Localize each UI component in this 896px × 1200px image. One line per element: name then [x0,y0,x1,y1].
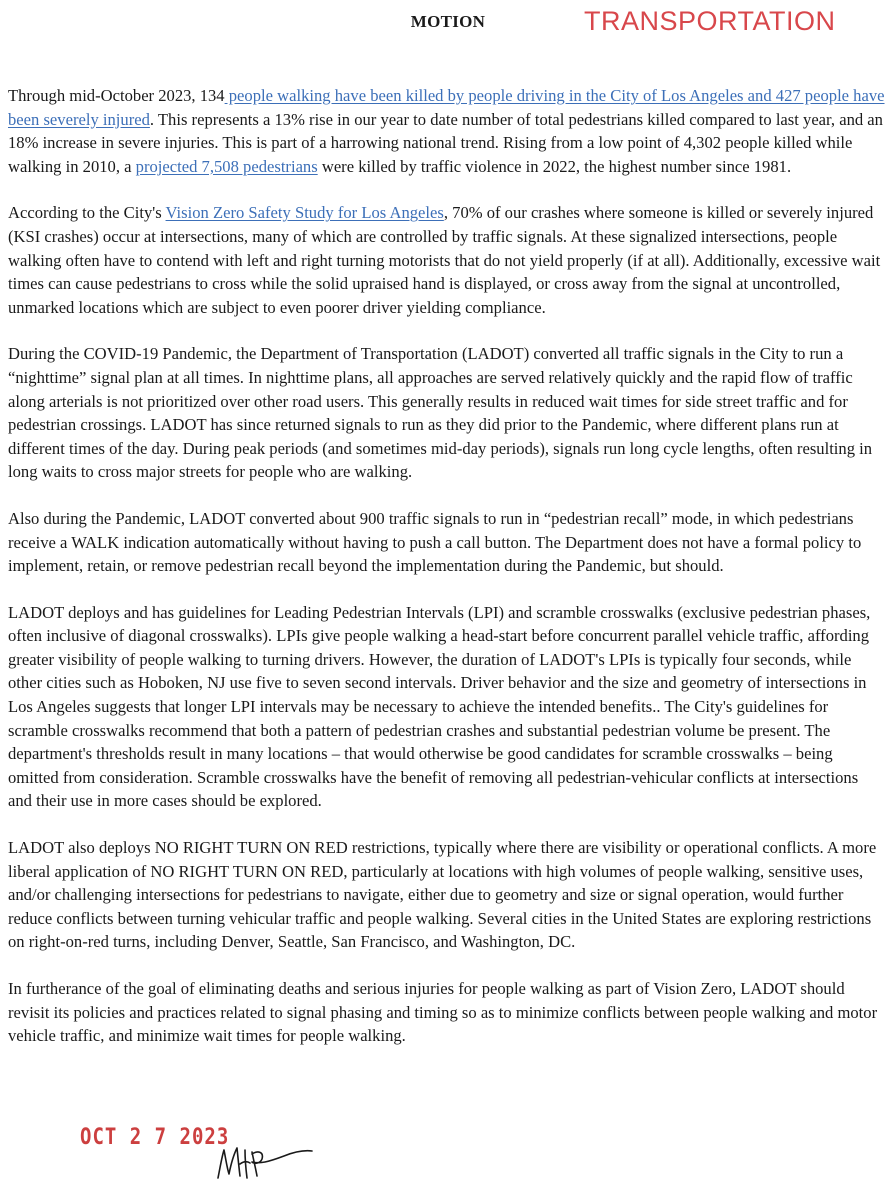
paragraph-5: LADOT deploys and has guidelines for Leading Pedestrian Intervals (LPI) and scramble crosswalks (exclusive pedestrian phases, often inclusive of diagonal crosswalks). LPIs give people walking a head-start before concurrent parallel vehicle traffic, affording greater visibility of people walking to turning drivers. However, the duration of LADOT's LPIs is typically four seconds, while other cities such as Hoboken, NJ use five to seven second intervals. Driver behavior and the size and geometry of intersections in Los Angeles suggests that longer LPI intervals may be necessary to achieve the intended benefits.. The City's guidelines for scramble crosswalks recommend that both a pattern of pedestrian crashes and substantial pedestrian volume be present. The department's thresholds result in many locations – that would otherwise be good candidates for scramble crosswalks – being omitted from consideration. Scramble crosswalks have the benefit of removing all pedestrian-vehicular conflicts at intersections and their use in more cases should be explored. [8,602,871,811]
handwritten-signature [214,1134,314,1184]
link-pedestrian-deaths[interactable]: people walking have been killed by people driving in the City of Los Angeles and 427 people have been severely injured [8,86,885,129]
transportation-stamp: TRANSPORTATION [584,6,836,36]
link-projected-pedestrians[interactable]: projected 7,508 pedestrians [135,156,318,176]
paragraph-1-text-c: were killed by traffic violence in 2022, the highest number since 1981. [317,156,792,176]
paragraph-2-text-a: According to the City's [8,203,166,223]
paragraph-1-text-b: . This represents a 13% rise in our year to date number of total pedestrians killed compared to last year, and an 18% increase in severe injuries. This is part of a harrowing national trend. Rising from a low point of 4,302 people killed while walking in 2010, a [8,109,883,176]
paragraph-3: During the COVID-19 Pandemic, the Department of Transportation (LADOT) converted all traffic signals in the City to run a “nighttime” signal plan at all times. In nighttime plans, all approaches are served relatively quickly and the rapid flow of traffic along arterials is not prioritized over other road users. This generally results in reduced wait times for side street traffic and for pedestrian crossings. LADOT has since returned signals to run as they did prior to the Pandemic, where different plans run at different times of the day. During peak periods (and sometimes mid-day periods), signals run long cycle lengths, often resulting in long waits to cross major streets for people who are walking. [8,344,873,482]
paragraph-2-text-b: , 70% of our crashes where someone is killed or severely injured (KSI crashes) occur at intersections, many of which are controlled by traffic signals. At these signalized intersections, people walking often have to contend with left and right turning motorists that do not yield properly (if at all). Additionally, excessive wait times can cause pedestrians to cross while the solid upraised hand is displayed, or cross away from the signal at uncontrolled, unmarked locations which are subject to even poorer driver yielding compliance. [8,203,881,317]
received-date-stamp: OCT 2 7 2023 [80,1124,230,1150]
document-body [8,84,886,1071]
paragraph-4: Also during the Pandemic, LADOT converted about 900 traffic signals to run in “pedestrian recall” mode, in which pedestrians receive a WALK indication automatically without having to push a call button. The Department does not have a formal policy to implement, retain, or remove pedestrian recall beyond the implementation during the Pandemic, but should. [8,508,862,576]
link-vision-zero-study[interactable]: Vision Zero Safety Study for Los Angeles [165,203,444,223]
document-title: MOTION [410,12,486,31]
paragraph-1-text-a: Through mid-October 2023, 134 [8,86,225,105]
paragraph-1 [8,84,886,178]
paragraph-6: LADOT also deploys NO RIGHT TURN ON RED restrictions, typically where there are visibility or operational conflicts. A more liberal application of NO RIGHT TURN ON RED, particularly at locations with high volumes of people walking, sensitive uses, and/or challenging intersections for pedestrians to navigate, either due to geometry and size or signal operation, would further reduce conflicts between turning vehicular traffic and people walking. Several cities in the United States are exploring restrictions on right-on-red turns, including Denver, Seattle, San Francisco, and Washington, DC. [8,838,877,952]
paragraph-7: In furtherance of the goal of eliminating deaths and serious injuries for people walking as part of Vision Zero, LADOT should revisit its policies and practices related to signal phasing and timing so as to minimize conflicts between people walking and motor vehicle traffic, and minimize wait times for people walking. [8,979,878,1046]
paragraph-2 [8,201,886,319]
